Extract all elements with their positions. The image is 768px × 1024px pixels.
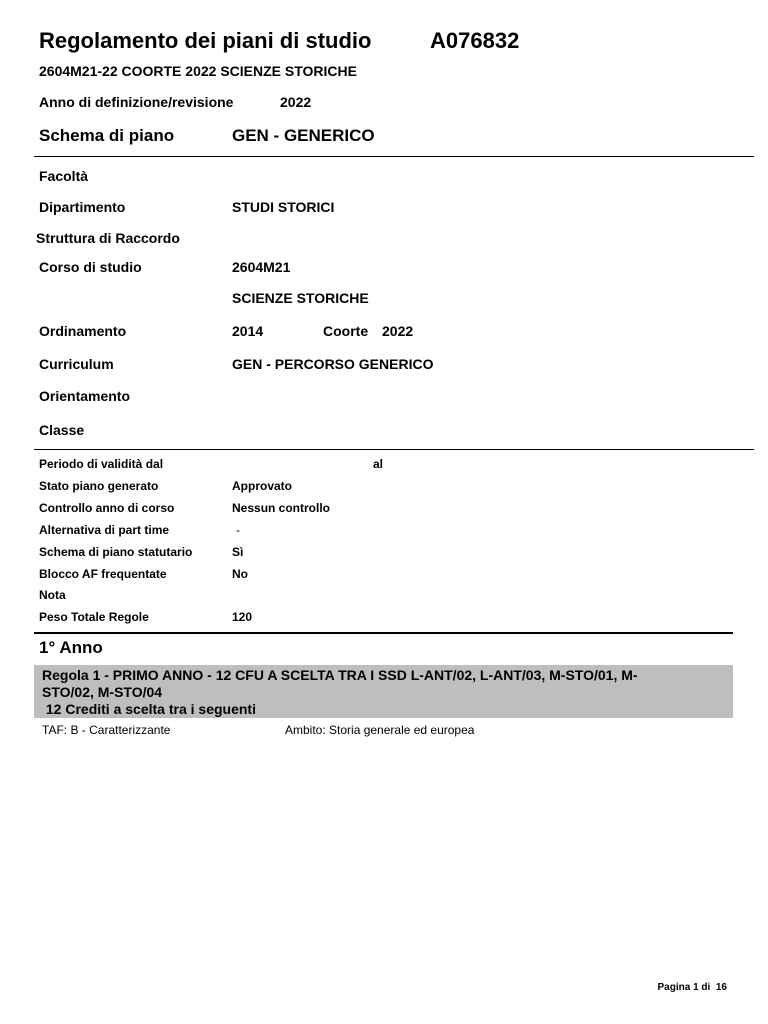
ordinamento-label: Ordinamento <box>39 323 127 339</box>
struttura-label: Struttura di Raccordo <box>36 230 180 246</box>
blocco-value: No <box>232 567 248 581</box>
divider-middle <box>34 449 754 450</box>
ambito-text: Ambito: Storia generale ed europea <box>285 723 475 737</box>
page-number: Pagina 1 di 16 <box>657 982 727 993</box>
curriculum-label: Curriculum <box>39 356 114 372</box>
coorte-value: 2022 <box>382 323 414 339</box>
stato-label: Stato piano generato <box>39 479 159 493</box>
rule-credits: 12 Crediti a scelta tra i seguenti <box>42 701 256 717</box>
taf-text: TAF: B - Caratterizzante <box>42 723 171 737</box>
classe-label: Classe <box>39 422 85 438</box>
nota-label: Nota <box>39 588 66 602</box>
ordinamento-value: 2014 <box>232 323 264 339</box>
controllo-label: Controllo anno di corso <box>39 501 175 515</box>
periodo-label: Periodo di validità dal <box>39 457 164 471</box>
periodo-al: al <box>373 457 384 471</box>
peso-value: 120 <box>232 610 253 624</box>
coorte-label: Coorte <box>323 323 369 339</box>
document-subtitle: 2604M21-22 COORTE 2022 SCIENZE STORICHE <box>39 63 357 79</box>
stato-value: Approvato <box>232 479 292 493</box>
rule-box <box>34 665 733 718</box>
controllo-value: Nessun controllo <box>232 501 331 515</box>
statutario-label: Schema di piano statutario <box>39 545 193 559</box>
facolta-label: Facoltà <box>39 168 89 184</box>
corso-code: 2604M21 <box>232 259 291 275</box>
curriculum-value: GEN - PERCORSO GENERICO <box>232 356 434 372</box>
alternativa-label: Alternativa di part time <box>39 523 170 537</box>
divider-top <box>34 156 754 157</box>
dipartimento-value: STUDI STORICI <box>232 199 335 215</box>
schema-value: GEN - GENERICO <box>232 126 375 145</box>
blocco-label: Blocco AF frequentate <box>39 567 167 581</box>
corso-label: Corso di studio <box>39 259 142 275</box>
alternativa-value: - <box>236 523 240 537</box>
dipartimento-label: Dipartimento <box>39 199 126 215</box>
peso-label: Peso Totale Regole <box>39 610 149 624</box>
anno-label: Anno di definizione/revisione <box>39 94 234 110</box>
rule-title-line-2: STO/02, M-STO/04 <box>42 684 163 700</box>
statutario-value: Sì <box>232 545 244 559</box>
anno-value: 2022 <box>280 94 312 110</box>
schema-label: Schema di piano <box>39 126 175 145</box>
year-heading: 1° Anno <box>39 638 103 657</box>
orientamento-label: Orientamento <box>39 388 131 404</box>
document-title: Regolamento dei piani di studio <box>39 28 372 53</box>
document-code: A076832 <box>430 28 520 53</box>
divider-year <box>34 632 733 634</box>
corso-name: SCIENZE STORICHE <box>232 290 369 306</box>
rule-title-line-1: Regola 1 - PRIMO ANNO - 12 CFU A SCELTA TRA I SSD L-ANT/02, L-ANT/03, M-STO/01, M- <box>42 667 638 683</box>
